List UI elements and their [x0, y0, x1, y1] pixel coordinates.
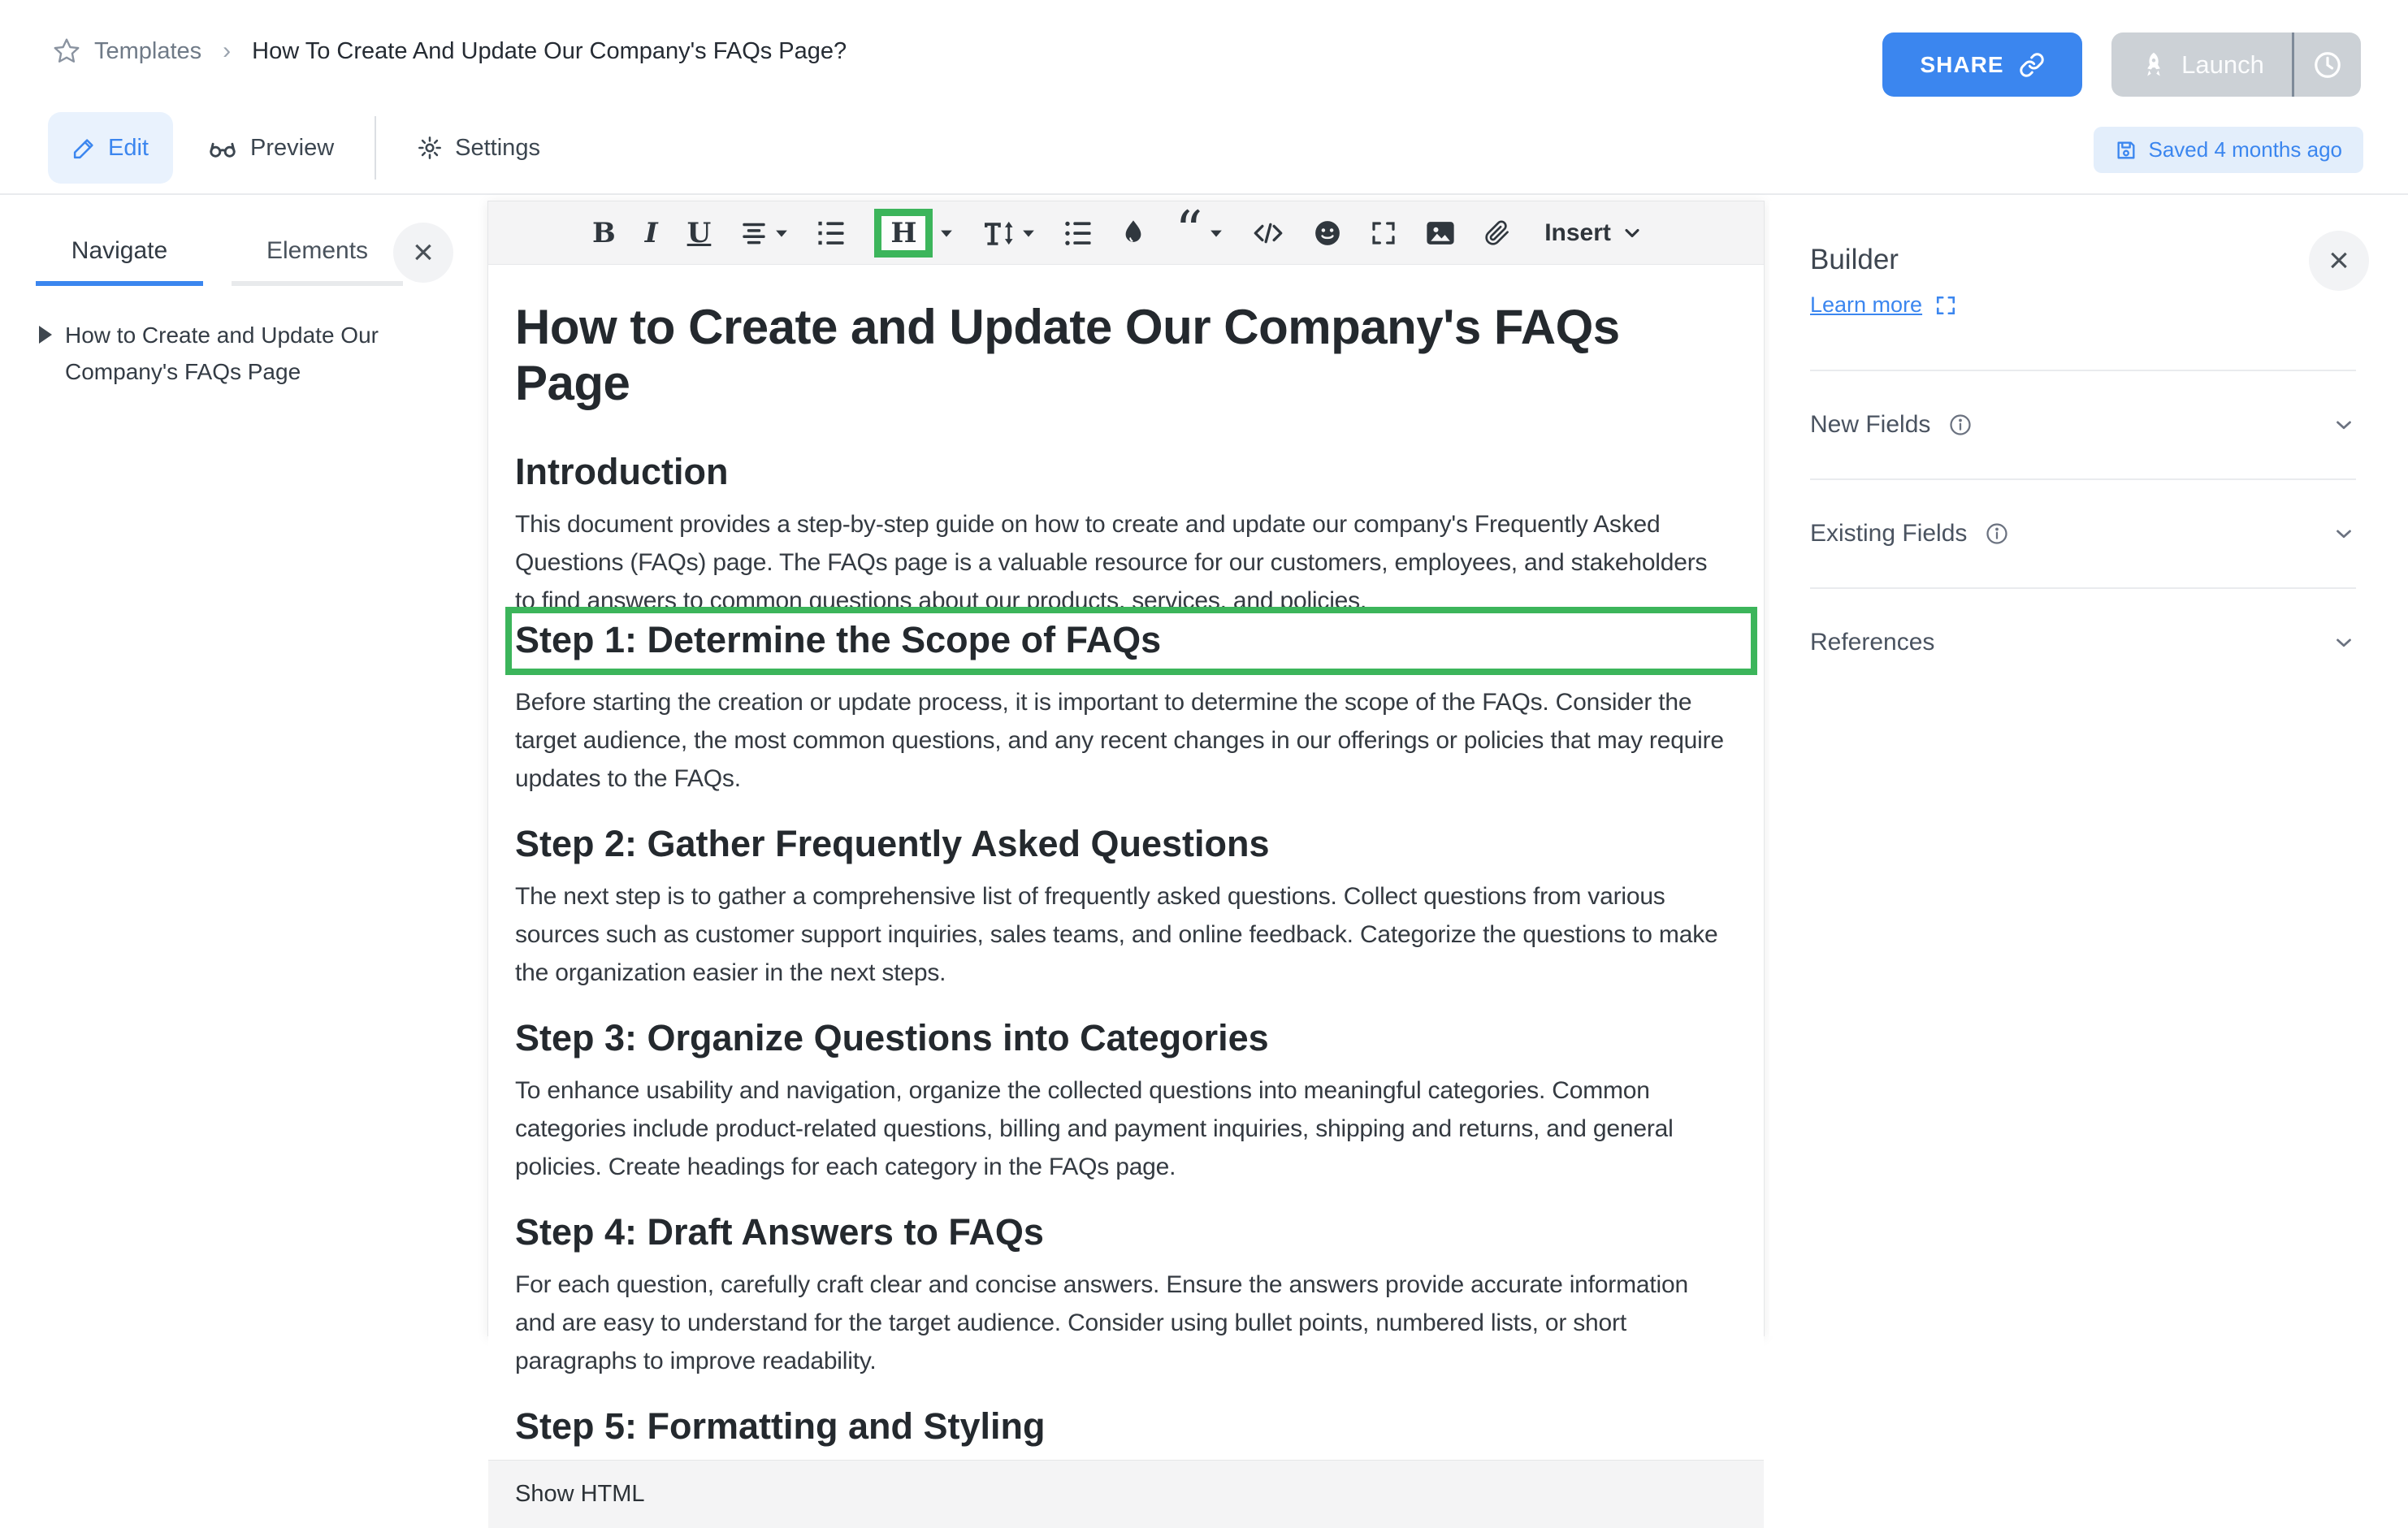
- gear-icon: [417, 135, 443, 161]
- align-button[interactable]: [740, 221, 788, 245]
- learn-more-link[interactable]: [1810, 292, 2356, 318]
- smiley-icon: [1314, 219, 1341, 247]
- section-heading: Introduction: [515, 451, 729, 492]
- heading-button-highlight: H: [874, 209, 933, 258]
- main-content: [0, 195, 2408, 1507]
- schedule-launch-button[interactable]: [2294, 32, 2361, 97]
- section-paragraph: The next step is to gather a comprehensive list of frequently asked questions. Collect questions from various sources such as customer support inquiries, sales teams, and online feedback. Categorize the questions to make the organization easier in the next steps.: [515, 883, 1718, 986]
- saved-status-label: Saved 4 months ago: [2148, 137, 2342, 162]
- caret-right-icon[interactable]: [39, 326, 52, 344]
- save-icon: [2115, 139, 2137, 162]
- heading-button[interactable]: [874, 209, 953, 258]
- quote-icon: “: [1175, 199, 1203, 262]
- tree-item-document[interactable]: [0, 317, 475, 390]
- fullscreen-button[interactable]: [1371, 220, 1397, 246]
- tab-edit[interactable]: [48, 112, 173, 184]
- section-heading: Step 2: Gather Frequently Asked Questions: [515, 823, 1270, 864]
- section-label: Existing Fields: [1810, 520, 1968, 547]
- emoji-button[interactable]: [1314, 219, 1341, 247]
- editor-toolbar: [488, 201, 1764, 265]
- document-body[interactable]: [488, 265, 1764, 1460]
- caret-down-icon: [775, 228, 788, 238]
- paperclip-icon: [1484, 219, 1510, 247]
- text-color-button[interactable]: [1121, 219, 1146, 248]
- section-paragraph: Before starting the creation or update process, it is important to determine the scope of the FAQs. Consider the target audience, the most common questions, and any recent changes in our offerings or policies that may require updates to the FAQs.: [515, 689, 1724, 792]
- star-icon[interactable]: [52, 37, 81, 66]
- launch-button-label: Launch: [2181, 50, 2264, 79]
- caret-down-icon: [1022, 228, 1035, 238]
- launch-button-group: [2111, 32, 2361, 97]
- section-heading: Step 3: Organize Questions into Categories: [515, 1017, 1269, 1058]
- info-icon[interactable]: [1948, 413, 1973, 437]
- link-icon: [2019, 52, 2045, 78]
- bullet-list-icon: [1064, 220, 1092, 246]
- section-heading: Step 1: Determine the Scope of FAQs: [515, 619, 1162, 660]
- chevron-right-icon: ›: [223, 37, 232, 64]
- show-html-button[interactable]: Show HTML: [515, 1481, 645, 1507]
- attachment-button[interactable]: [1484, 219, 1510, 247]
- external-link-icon: [1935, 295, 1956, 316]
- chevron-down-icon[interactable]: [2332, 522, 2356, 546]
- italic-button[interactable]: I: [644, 216, 658, 249]
- font-size-icon: [982, 219, 1015, 247]
- tab-settings[interactable]: [417, 135, 540, 162]
- document-editor: [487, 199, 1765, 1507]
- builder-title: Builder: [1810, 244, 1899, 275]
- mode-tabs: [0, 102, 2408, 193]
- breadcrumb-current-title: How To Create And Update Our Company's FAQs Page?: [252, 37, 847, 64]
- section-label: New Fields: [1810, 411, 1931, 438]
- font-size-button[interactable]: [982, 219, 1035, 247]
- tab-settings-label: Settings: [455, 134, 540, 161]
- code-button[interactable]: [1252, 220, 1284, 246]
- breadcrumb-templates-link[interactable]: Templates: [94, 37, 202, 64]
- image-button[interactable]: [1426, 220, 1455, 246]
- blockquote-button[interactable]: [1175, 199, 1223, 262]
- ordered-list-icon: [817, 220, 845, 246]
- saved-status-badge: [2094, 127, 2364, 173]
- document-title: How to Create and Update Our Company's FAQs Page: [515, 300, 1620, 410]
- navigate-sidebar: [0, 195, 475, 1347]
- section-paragraph: For each question, carefully craft clear and concise answers. Ensure the answers provide accurate information and are easy to understand for the target audience. Consider using bullet points, numbered lists, or short paragraphs to improve readability.: [515, 1271, 1688, 1374]
- chevron-down-icon[interactable]: [2332, 413, 2356, 437]
- align-icon: [740, 221, 768, 245]
- underline-button[interactable]: U: [686, 216, 712, 249]
- app-header: [0, 0, 2408, 195]
- tab-elements[interactable]: Elements: [232, 237, 403, 286]
- section-paragraph: This document provides a step-by-step guide on how to create and update our company's Frequently Asked Questions (FAQs) page. The FAQs page is a valuable resource for our customers, employees, and stakeholders to find answers to common questions about our products, services, and policies.: [515, 511, 1708, 614]
- section-paragraph: To enhance usability and navigation, organize the collected questions into meaningful categories. Common categories include product-related questions, billing and payment inquiries, shipping and returns, and general policies. Create headings for each category in the FAQs page.: [515, 1077, 1674, 1180]
- pencil-icon: [72, 136, 97, 160]
- tab-navigate[interactable]: Navigate: [36, 237, 203, 286]
- tree-item-label: How to Create and Update Our Company's FAQs Page: [65, 322, 379, 384]
- tabs-divider: [375, 116, 376, 180]
- learn-more-label: Learn more: [1810, 292, 1923, 317]
- glasses-icon: [207, 132, 238, 163]
- section-label: References: [1810, 629, 1935, 656]
- editor-footer: [488, 1460, 1764, 1528]
- close-builder-sidebar-button[interactable]: ×: [2309, 231, 2369, 291]
- launch-button[interactable]: [2111, 32, 2292, 97]
- tab-preview[interactable]: [207, 132, 334, 163]
- builder-sidebar: [1769, 201, 2408, 1336]
- ordered-list-button[interactable]: [817, 220, 845, 246]
- caret-down-icon: [940, 228, 953, 238]
- section-existing-fields[interactable]: [1810, 478, 2356, 587]
- share-button-label: SHARE: [1920, 51, 2004, 77]
- caret-down-icon: [1210, 228, 1223, 238]
- chevron-down-icon: [1621, 222, 1644, 245]
- code-icon: [1252, 220, 1284, 246]
- chevron-down-icon[interactable]: [2332, 630, 2356, 655]
- share-button[interactable]: [1882, 32, 2082, 97]
- tab-edit-label: Edit: [108, 134, 149, 161]
- close-left-sidebar-button[interactable]: ×: [393, 223, 453, 283]
- droplet-icon: [1121, 219, 1146, 248]
- bold-button[interactable]: B: [592, 216, 616, 249]
- image-icon: [1426, 220, 1455, 246]
- info-icon[interactable]: [1985, 522, 2009, 546]
- builder-sections: [1810, 370, 2356, 696]
- highlighted-heading-box: [505, 607, 1757, 675]
- fullscreen-icon: [1371, 220, 1397, 246]
- insert-menu-label: Insert: [1544, 219, 1611, 246]
- rocket-icon: [2139, 50, 2168, 80]
- section-heading: Step 4: Draft Answers to FAQs: [515, 1211, 1044, 1253]
- insert-menu-button[interactable]: [1544, 219, 1644, 247]
- section-heading: Step 5: Formatting and Styling: [515, 1405, 1046, 1447]
- tab-preview-label: Preview: [250, 134, 335, 161]
- bullet-list-button[interactable]: [1064, 220, 1092, 246]
- section-references[interactable]: [1810, 587, 2356, 696]
- clock-icon: [2312, 50, 2343, 80]
- section-new-fields[interactable]: [1810, 370, 2356, 478]
